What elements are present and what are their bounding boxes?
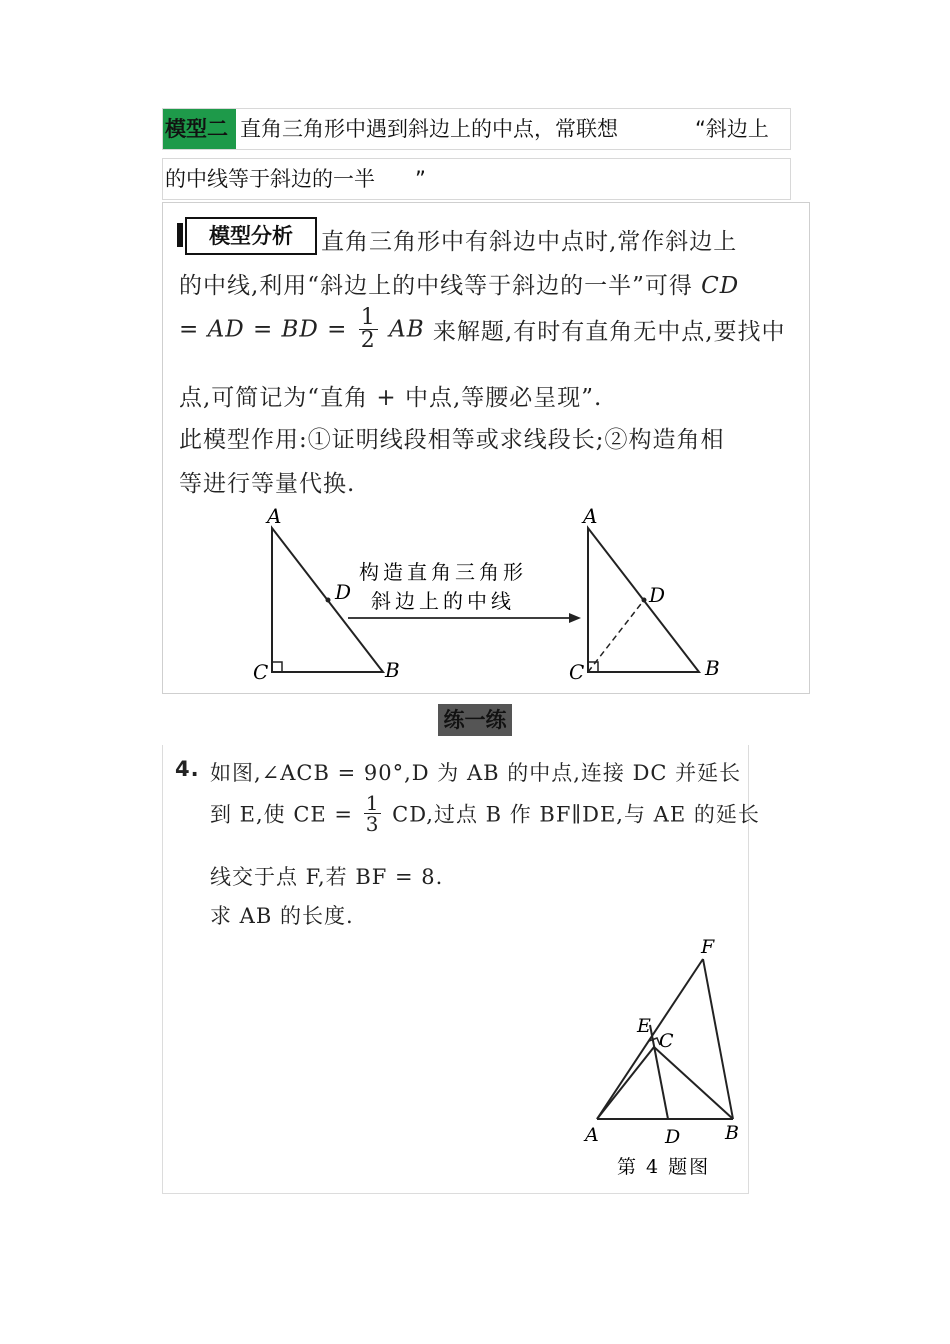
analysis-var-cd: CD: [701, 273, 740, 299]
construct-arrow: [348, 560, 581, 623]
label-c: C: [659, 1030, 674, 1052]
analysis-line-1: 直角三角形中有斜边中点时,常作斜边上: [321, 229, 738, 255]
question-line-4: 求 AB 的长度.: [210, 904, 354, 928]
right-point-d: [642, 598, 647, 603]
segment-af: [597, 959, 703, 1119]
model-heading-quote-1: “斜边上: [695, 117, 769, 141]
analysis-line-2-text: 的中线,利用“斜边上的中线等于斜边的一半”可得: [179, 273, 693, 299]
analysis-label: 模型分析: [185, 217, 317, 255]
fraction-denominator: 2: [360, 328, 376, 353]
question-figure: [163, 745, 748, 1193]
model-analysis-box: [162, 202, 810, 694]
analysis-line-3-text: 来解题,有时有直角无中点,要找中: [432, 319, 786, 345]
model-figure: [163, 203, 809, 693]
fraction-denominator: 3: [365, 812, 380, 836]
analysis-line-6: 等进行等量代换.: [179, 471, 356, 497]
model-heading-line-1: [162, 108, 791, 150]
question-line-2-text-a: 到 E,使 CE =: [210, 802, 354, 827]
question-line-3: 线交于点 F,若 BF = 8.: [210, 865, 444, 889]
label-d: D: [665, 1126, 681, 1148]
left-point-d: [326, 598, 331, 603]
right-triangle: [569, 504, 720, 684]
figure-caption: 第 4 题图: [617, 1156, 711, 1178]
analysis-equation: = AD = BD =: [179, 316, 348, 343]
label-a: A: [585, 1124, 599, 1146]
label-b: B: [725, 1122, 739, 1144]
analysis-line-5: 此模型作用:①证明线段相等或求线段长;②构造角相: [179, 427, 725, 453]
left-label-b: B: [385, 658, 400, 682]
model-heading-quote-2: ”: [415, 167, 426, 191]
model-heading-text-1: 直角三角形中遇到斜边上的中点，常联想: [240, 117, 618, 141]
model-tag: 模型二: [163, 109, 236, 149]
right-label-d: D: [649, 583, 666, 607]
fraction-numerator: 1: [360, 305, 376, 330]
left-label-d: D: [335, 580, 352, 604]
left-label-c: C: [253, 660, 269, 684]
right-label-a: A: [583, 504, 598, 528]
question-line-2-text-b: CD,过点 B 作 BF∥DE,与 AE 的延长: [392, 802, 760, 827]
arrow-label-2: 斜边上的中线: [371, 589, 515, 613]
question-line-1: 如图,∠ACB = 90°,D 为 AB 的中点,连接 DC 并延长: [210, 761, 742, 785]
left-label-a: A: [267, 504, 282, 528]
analysis-var-ab: AB: [389, 316, 425, 343]
practice-title: 练一练: [438, 704, 512, 736]
left-right-angle-mark: [272, 662, 282, 672]
question-box: [162, 745, 760, 1194]
arrow-head: [569, 613, 581, 623]
analysis-line-4: 点,可简记为“直角 + 中点,等腰必呈现”.: [179, 385, 603, 411]
label-f: F: [701, 936, 715, 958]
model-heading-line-2: [162, 158, 791, 200]
arrow-label-1: 构造直角三角形: [359, 560, 527, 584]
right-label-b: B: [705, 656, 720, 680]
median-cd-dashed: [588, 600, 644, 672]
model-heading-text-2: 的中线等于斜边的一半: [165, 167, 375, 191]
label-e: E: [637, 1015, 651, 1037]
fraction-numerator: 1: [365, 791, 380, 815]
question-number: 4.: [175, 757, 200, 781]
right-label-c: C: [569, 660, 585, 684]
segment-ac: [597, 1047, 654, 1119]
